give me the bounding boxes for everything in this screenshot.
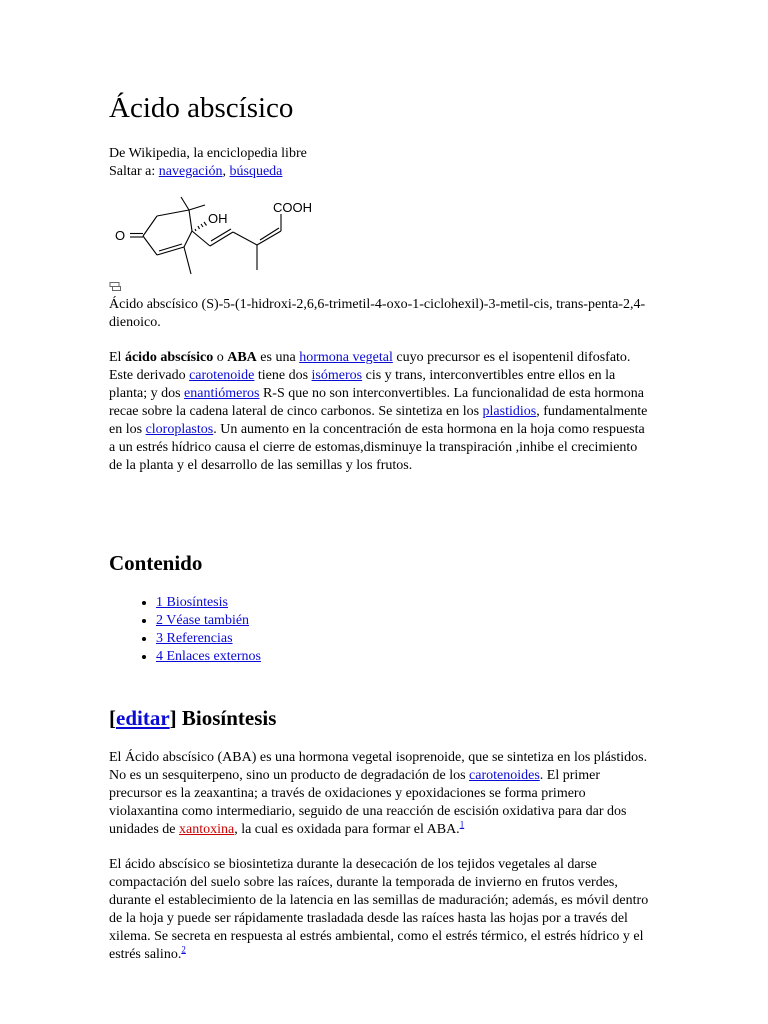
toc-item bbox=[156, 594, 261, 612]
biosintesis-paragraph-1 bbox=[109, 749, 649, 839]
tagline: De Wikipedia, la enciclopedia libre bbox=[109, 146, 307, 161]
page-title: Ácido abscísico bbox=[109, 92, 294, 124]
toc-item bbox=[156, 612, 261, 630]
toc-item bbox=[156, 630, 261, 648]
toc-heading: Contenido bbox=[109, 551, 203, 575]
bold-term: ABA bbox=[227, 350, 257, 365]
bond bbox=[192, 231, 210, 246]
section-title: Biosíntesis bbox=[176, 706, 277, 730]
text: cis y trans, interconvertibles entre ellos en la planta; y dos bbox=[109, 368, 616, 401]
toc-link-enlaces-externos[interactable]: 4 Enlaces externos bbox=[156, 649, 261, 664]
bond bbox=[159, 244, 182, 251]
carboxyl-label: COOH bbox=[273, 200, 312, 215]
edit-section-link[interactable]: editar bbox=[116, 706, 170, 730]
jump-search-link[interactable]: búsqueda bbox=[229, 164, 283, 179]
text: R-S que no son interconvertibles. La funcionalidad de esta hormona recae sobre la cadena lateral de cinco carbonos. Se sintetiza en los bbox=[109, 386, 644, 419]
text: o bbox=[213, 350, 228, 365]
link-isomeros[interactable]: isómeros bbox=[311, 368, 363, 383]
text: tiene dos bbox=[254, 368, 312, 383]
text: . El primer precursor es la zeaxantina; a través de oxidaciones y epoxidaciones se forma primero violaxantina como intermediario, seguido de una reacción de escisión oxidativa para dar dos unidades de bbox=[109, 768, 627, 837]
bond bbox=[204, 222, 207, 226]
hydroxyl-label: OH bbox=[208, 211, 228, 226]
text: . Un aumento en la concentración de esta hormona en la hoja como respuesta a un estrés hídrico causa el cierre de estomas,disminuye la transpiración ,inhibe el crecimiento de la planta y el desarrollo de las semillas y los frutos. bbox=[109, 422, 645, 473]
link-carotenoide[interactable]: carotenoide bbox=[189, 368, 255, 383]
reference-link-2[interactable]: 2 bbox=[181, 944, 186, 955]
molecule-bonds bbox=[130, 197, 281, 274]
bond bbox=[195, 229, 196, 231]
abscisic-acid-structure-image[interactable] bbox=[109, 196, 329, 278]
text: , fundamentalmente en los bbox=[109, 404, 648, 437]
bond bbox=[184, 231, 192, 247]
bond bbox=[157, 210, 189, 216]
bracket: ] bbox=[169, 706, 177, 730]
text: cuyo precursor es el isopentenil difosfato. Este derivado bbox=[109, 350, 631, 383]
reference-link-1[interactable]: 1 bbox=[459, 819, 465, 830]
table-of-contents bbox=[109, 594, 261, 666]
bond bbox=[143, 216, 157, 236]
link-cloroplastos[interactable]: cloroplastos bbox=[145, 422, 214, 437]
bold-term: ácido abscísico bbox=[124, 350, 214, 365]
bond bbox=[184, 247, 191, 274]
link-carotenoides[interactable]: carotenoides bbox=[469, 768, 540, 783]
molecule-labels bbox=[115, 200, 312, 243]
image-caption: Ácido abscísico (S)-5-(1-hidroxi-2,6,6-trimetil-4-oxo-1-ciclohexil)-3-metil-cis, trans-penta-2,4-dienoico. bbox=[109, 297, 646, 330]
site-subtitle bbox=[109, 145, 307, 181]
jump-separator: , bbox=[222, 164, 230, 179]
bond bbox=[257, 231, 281, 245]
toc-link-referencias[interactable]: 3 Referencias bbox=[156, 631, 233, 646]
bracket: [ bbox=[109, 706, 116, 730]
bond bbox=[157, 247, 184, 255]
bond bbox=[198, 226, 200, 229]
magnify-icon[interactable] bbox=[109, 282, 121, 291]
text: El bbox=[109, 350, 125, 365]
toc-item bbox=[156, 648, 261, 666]
bond bbox=[201, 224, 203, 227]
link-xantoxina[interactable]: xantoxina bbox=[178, 822, 235, 837]
bond bbox=[233, 232, 257, 245]
toc-link-biosintesis[interactable]: 1 Biosíntesis bbox=[156, 595, 228, 610]
jump-prefix: Saltar a: bbox=[109, 164, 159, 179]
link-plastidios[interactable]: plastidios bbox=[482, 404, 537, 419]
jump-links bbox=[109, 163, 307, 181]
bond bbox=[189, 205, 205, 210]
toc-link-vease-tambien[interactable]: 2 Véase también bbox=[156, 613, 250, 628]
text: El ácido abscísico se biosintetiza durante la desecación de los tejidos vegetales al darse compactación del suelo sobre las raíces, durante la temporada de invierno en frutos verdes, durante el establecimiento de la latencia en las semillas de maduración; además, es móvil dentro de la hoja y puede ser rápidamente trasladada desde las raíces hasta las hojas por a través del xilema. Se secreta en respuesta al estrés ambiental, como el estrés térmico, el estrés hídrico y el estrés salino. bbox=[109, 857, 649, 962]
bond bbox=[189, 210, 192, 231]
text: , la cual es oxidada para formar el ABA. bbox=[234, 822, 460, 837]
text: El Ácido abscísico (ABA) es una hormona vegetal isoprenoide, que se sintetiza en los plástidos. No es un sesquiterpeno, sino un producto de degradación de los bbox=[109, 750, 648, 783]
link-enantiomeros[interactable]: enantiómeros bbox=[184, 386, 260, 401]
section-heading-biosintesis bbox=[109, 706, 276, 731]
jump-navigation-link[interactable]: navegación bbox=[158, 164, 223, 179]
biosintesis-paragraph-2 bbox=[109, 856, 659, 964]
text: es una bbox=[256, 350, 300, 365]
oxo-label: O bbox=[115, 228, 126, 243]
bond bbox=[181, 197, 189, 210]
link-hormona-vegetal[interactable]: hormona vegetal bbox=[299, 350, 393, 365]
intro-paragraph bbox=[109, 349, 649, 475]
bond bbox=[143, 236, 157, 255]
